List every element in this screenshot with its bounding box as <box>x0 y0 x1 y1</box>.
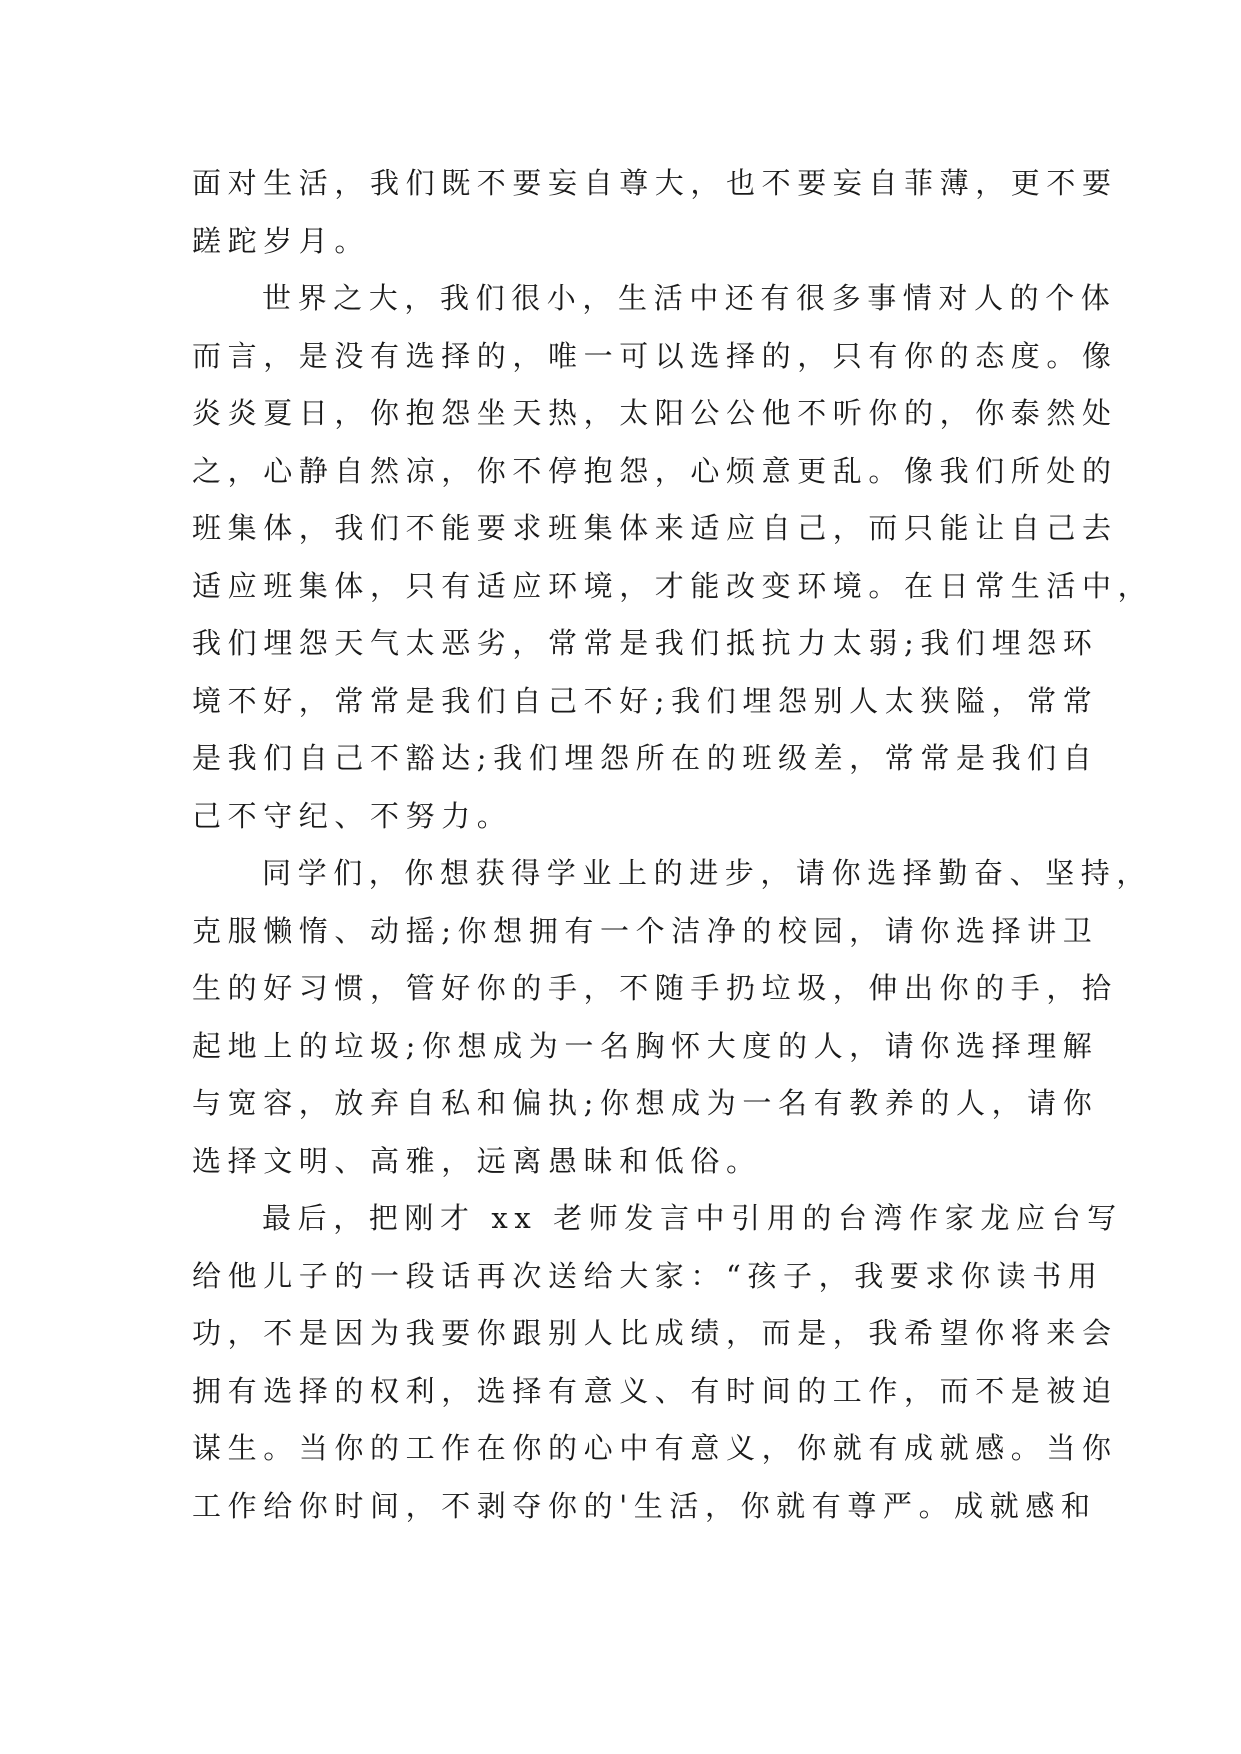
paragraph-line: 与宽容，放弃自私和偏执;你想成为一名有教养的人，请你 <box>192 1086 1099 1120</box>
paragraph-line: 克服懒惰、动摇;你想拥有一个洁净的校园，请你选择讲卫 <box>192 913 1099 948</box>
paragraph-line: 境不好，常常是我们自己不好;我们埋怨别人太狭隘，常常 <box>192 683 1099 718</box>
paragraph-line: 是我们自己不豁达;我们埋怨所在的班级差，常常是我们自 <box>192 741 1099 775</box>
paragraph-line: 功，不是因为我要你跟别人比成绩，而是，我希望你将来会 <box>192 1316 1118 1350</box>
paragraph-1 <box>192 155 1118 270</box>
paragraph-line: 面对生活，我们既不要妄自尊大，也不要妄自菲薄，更不要 <box>192 166 1118 200</box>
paragraph-line: 工作给你时间，不剥夺你的'生活，你就有尊严。成就感和 <box>192 1488 1097 1523</box>
paragraph-line: 己不守纪、不努力。 <box>192 798 513 833</box>
paragraph-2 <box>192 270 1154 845</box>
paragraph-line: 之，心静自然凉，你不停抱怨，心烦意更乱。像我们所处的 <box>192 453 1118 488</box>
paragraph-3 <box>192 845 1153 1190</box>
paragraph-line: 同学们，你想获得学业上的进步，请你选择勤奋、坚持， <box>262 856 1153 890</box>
paragraph-line: 而言，是没有选择的，唯一可以选择的，只有你的态度。像 <box>192 338 1118 373</box>
paragraph-line: 拥有选择的权利，选择有意义、有时间的工作，而不是被迫 <box>192 1373 1118 1408</box>
paragraph-line: 起地上的垃圾;你想成为一名胸怀大度的人，请你选择理解 <box>192 1028 1099 1063</box>
paragraph-line: 班集体，我们不能要求班集体来适应自己，而只能让自己去 <box>192 511 1118 545</box>
paragraph-line: 生的好习惯，管好你的手，不随手扔垃圾，伸出你的手，拾 <box>192 971 1118 1005</box>
paragraph-line: 选择文明、高雅，远离愚昧和低俗。 <box>192 1143 762 1178</box>
paragraph-line: 最后，把刚才 xx 老师发言中引用的台湾作家龙应台写 <box>262 1201 1123 1235</box>
document-body <box>192 155 1154 1535</box>
paragraph-line: 炎炎夏日，你抱怨坐天热，太阳公公他不听你的，你泰然处 <box>192 396 1118 430</box>
paragraph-line: 适应班集体，只有适应环境，才能改变环境。在日常生活中， <box>192 568 1154 603</box>
paragraph-4 <box>192 1190 1123 1535</box>
paragraph-line: 给他儿子的一段话再次送给大家：“孩子，我要求你读书用 <box>192 1258 1104 1293</box>
paragraph-line: 世界之大，我们很小，生活中还有很多事情对人的个体 <box>262 281 1117 315</box>
paragraph-line: 蹉跎岁月。 <box>192 223 371 258</box>
paragraph-line: 我们埋怨天气太恶劣，常常是我们抵抗力太弱;我们埋怨环 <box>192 626 1099 660</box>
paragraph-line: 谋生。当你的工作在你的心中有意义，你就有成就感。当你 <box>192 1431 1118 1465</box>
